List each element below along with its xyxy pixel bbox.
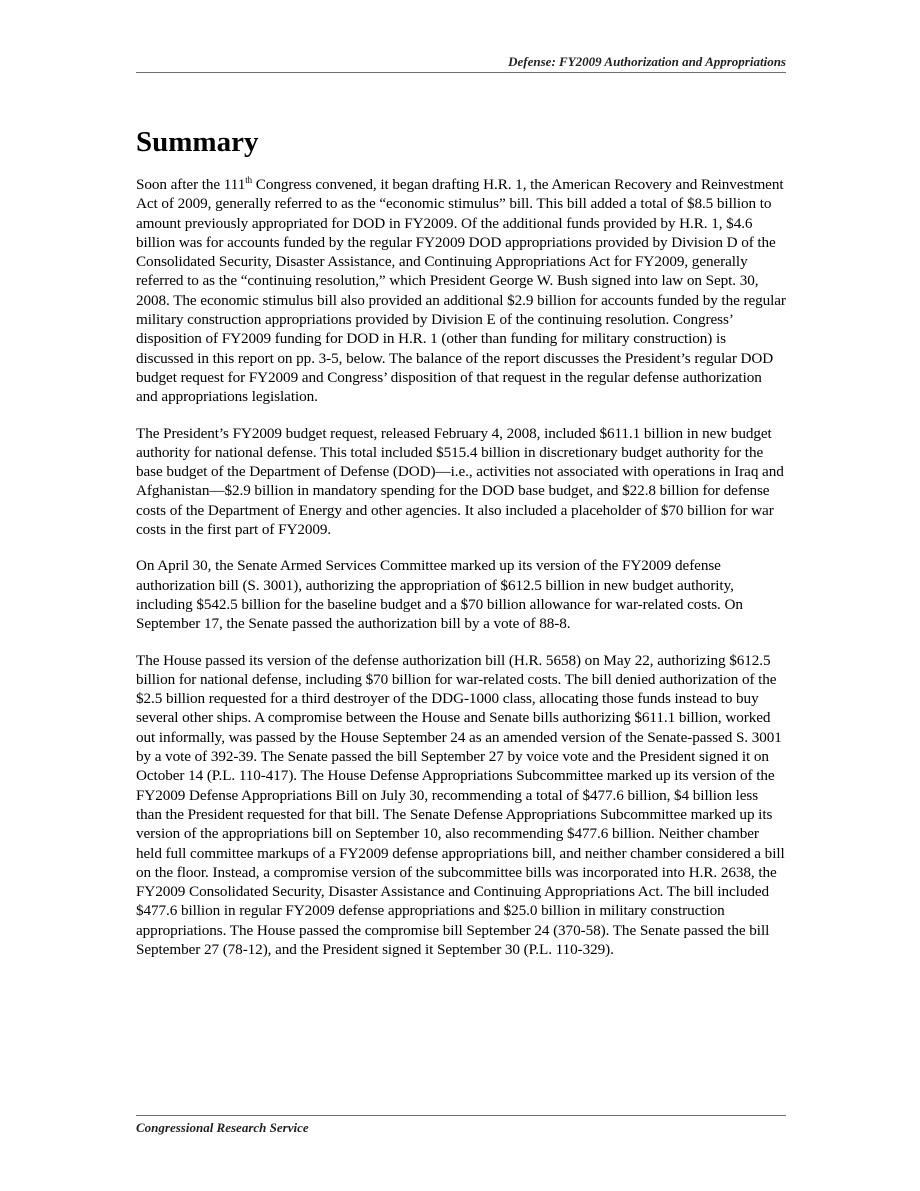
paragraph-1-text-start: Soon after the 111 [136,176,246,193]
paragraph-1-text-rest: Congress convened, it began drafting H.R. 1, the American Recovery and Reinvestment Act of 2009, generally referred to as the “economic stimulus” bill. This bill added a total of $8.5 billion to amount previously appropriated for DOD in FY2009. Of the additional funds provided by H.R. 1, $4.6 billion was for accounts funded by the regular FY2009 DOD appropriations provided by Division D of the Consolidated Security, Disaster Assistance, and Continuing Appropriations Act for FY2009, generally referred to as the “continuing resolution,” which President George W. Bush signed into law on Sept. 30, 2008. The economic stimulus bill also provided an additional $2.9 billion for accounts funded by the regular military construction appropriations provided by Division E of the continuing resolution. Congress’ disposition of FY2009 funding for DOD in H.R. 1 (other than funding for military construction) is discussed in this report on pp. 3-5, below. The balance of the report discusses the President’s regular DOD budget request for FY2009 and Congress’ disposition of that request in the regular defense authorization and appropriations legislation. [136,176,786,406]
running-footer: Congressional Research Service [136,1120,309,1135]
paragraph-1 [136,175,786,407]
paragraph-3: On April 30, the Senate Armed Services Committee marked up its version of the FY2009 defense authorization bill (S. 3001), authorizing the appropriation of $612.5 billion in new budget authority, including $542.5 billion for the baseline budget and a $70 billion allowance for war-related costs. On September 17, the Senate passed the authorization bill by a vote of 88-8. [136,557,743,633]
running-header: Defense: FY2009 Authorization and Appropriations [508,54,786,69]
paragraph-2: The President’s FY2009 budget request, released February 4, 2008, included $611.1 billion in new budget authority for national defense. This total included $515.4 billion in discretionary budget authority for the base budget of the Department of Defense (DOD)—i.e., activities not associated with operations in Iraq and Afghanistan—$2.9 billion in mandatory spending for the DOD base budget, and $22.8 billion for defense costs of the Department of Energy and other agencies. It also included a placeholder of $70 billion for war costs in the first part of FY2009. [136,424,784,539]
body-text [136,175,786,976]
ordinal-suffix: th [245,174,253,185]
paragraph-4: The House passed its version of the defense authorization bill (H.R. 5658) on May 22, authorizing $612.5 billion for national defense, including $70 billion for war-related costs. The bill denied authorization of the $2.5 billion requested for a third destroyer of the DDG-1000 class, allocating those funds instead to buy several other ships. A compromise between the House and Senate bills authorizing $611.1 billion, worked out informally, was passed by the House September 24 as an amended version of the Senate-passed S. 3001 by a vote of 392-39. The Senate passed the bill September 27 by voice vote and the President signed it on October 14 (P.L. 110-417). The House Defense Appropriations Subcommittee marked up its version of the FY2009 Defense Appropriations Bill on July 30, recommending a total of $477.6 billion, $4 billion less than the President requested for that bill. The Senate Defense Appropriations Subcommittee marked up its version of the appropriations bill on September 10, also recommending $477.6 billion. Neither chamber held full committee markups of a FY2009 defense appropriations bill, and neither chamber considered a bill on the floor. Instead, a compromise version of the subcommittee bills was incorporated into H.R. 2638, the FY2009 Consolidated Security, Disaster Assistance and Continuing Appropriations Act. The bill included $477.6 billion in regular FY2009 defense appropriations and $25.0 billion in military construction appropriations. The House passed the compromise bill September 24 (370-58). The Senate passed the bill September 27 (78-12), and the President signed it September 30 (P.L. 110-329). [136,651,785,958]
header-rule [136,72,786,73]
footer-rule [136,1115,786,1116]
section-title: Summary [136,126,259,158]
